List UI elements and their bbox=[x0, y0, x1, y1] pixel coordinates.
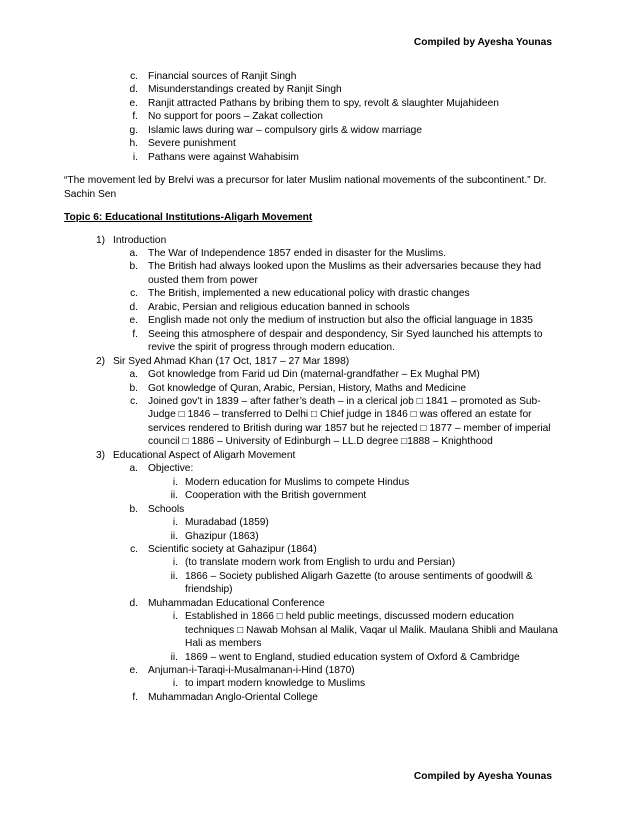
list-text: No support for poors – Zakat collection bbox=[148, 111, 323, 123]
list-text: Pathans were against Wahabisim bbox=[148, 151, 299, 163]
section-heading bbox=[64, 449, 564, 462]
quote-paragraph: “The movement led by Brelvi was a precursor for later Muslim national movements of the subcontinent.” Dr. Sachin Sen bbox=[64, 175, 547, 200]
list-item bbox=[64, 301, 564, 314]
page-footer: Compiled by Ayesha Younas bbox=[413, 771, 552, 782]
sub-list-item bbox=[64, 677, 564, 690]
list-marker: f. bbox=[132, 328, 138, 340]
list-text: 1869 – went to England, studied education system of Oxford & Cambridge bbox=[185, 651, 520, 663]
list-text: Muhammadan Anglo-Oriental College bbox=[148, 691, 318, 703]
section-title: Introduction bbox=[113, 234, 167, 246]
list-marker: d. bbox=[129, 597, 138, 609]
list-marker: c. bbox=[130, 543, 138, 555]
list-marker: a. bbox=[129, 463, 138, 475]
list-marker: c. bbox=[130, 395, 138, 407]
list-marker: i. bbox=[172, 476, 178, 488]
sub-list-item bbox=[64, 516, 564, 529]
list-marker: 3) bbox=[95, 449, 105, 461]
list-marker: a. bbox=[129, 369, 138, 381]
list-marker: 1) bbox=[95, 234, 105, 246]
list-text: Schools bbox=[148, 503, 185, 515]
list-marker: i. bbox=[132, 151, 138, 163]
list-marker: i. bbox=[172, 611, 178, 623]
list-marker: g. bbox=[129, 124, 138, 136]
list-marker: ii. bbox=[170, 530, 178, 542]
list-text: Muradabad (1859) bbox=[185, 517, 269, 529]
list-text: 1866 – Society published Aligarh Gazette (to arouse sentiments of goodwill & friendship) bbox=[185, 570, 533, 596]
list-marker: ii. bbox=[170, 490, 178, 502]
list-item bbox=[64, 597, 564, 610]
list-item bbox=[64, 664, 564, 677]
section-title: Educational Aspect of Aligarh Movement bbox=[113, 449, 296, 461]
list-text: Anjuman-i-Taraqi-i-Musalmanan-i-Hind (1870) bbox=[148, 665, 355, 677]
list-marker: b. bbox=[129, 503, 138, 515]
list-text: Ghazipur (1863) bbox=[185, 530, 259, 542]
list-item bbox=[64, 314, 564, 327]
list-marker: i. bbox=[172, 517, 178, 529]
list-text: Islamic laws during war – compulsory girls & widow marriage bbox=[148, 124, 423, 136]
list-item bbox=[64, 260, 564, 287]
list-marker: e. bbox=[129, 665, 138, 677]
list-item bbox=[64, 124, 564, 137]
list-item bbox=[64, 691, 564, 704]
list-text: The War of Independence 1857 ended in disaster for the Muslims. bbox=[148, 247, 447, 259]
list-text: (to translate modern work from English to urdu and Persian) bbox=[185, 557, 456, 569]
list-item bbox=[64, 83, 564, 96]
list-text: The British, implemented a new educational policy with drastic changes bbox=[148, 288, 470, 300]
list-text: Objective: bbox=[148, 463, 194, 475]
list-text: Financial sources of Ranjit Singh bbox=[148, 71, 297, 82]
list-text: Misunderstandings created by Ranjit Singh bbox=[148, 84, 342, 96]
sub-list-item bbox=[64, 610, 564, 650]
list-marker: d. bbox=[129, 84, 138, 96]
list-item bbox=[64, 395, 564, 449]
list-text: The British had always looked upon the Muslims as their adversaries because they had ousted them from power bbox=[148, 261, 541, 286]
sub-list-item bbox=[64, 489, 564, 502]
list-item bbox=[64, 382, 564, 395]
section-heading bbox=[64, 355, 564, 368]
list-marker: f. bbox=[132, 111, 138, 123]
list-marker: ii. bbox=[170, 651, 178, 663]
list-marker: e. bbox=[129, 315, 138, 327]
list-text: to impart modern knowledge to Muslims bbox=[185, 678, 366, 690]
list-item bbox=[64, 287, 564, 300]
list-marker: 2) bbox=[95, 355, 105, 367]
list-text: English made not only the medium of instruction but also the official language in 1835 bbox=[148, 315, 533, 327]
top-list bbox=[64, 70, 564, 164]
list-text: Established in 1866 □ held public meetings, discussed modern education techniques □ Nawab Mohsan al Malik, Vaqar ul Malik. Maulana Shibli and Maulana Hali as members bbox=[185, 611, 558, 650]
list-item bbox=[64, 543, 564, 556]
list-text: Modern education for Muslims to compete Hindus bbox=[185, 476, 410, 488]
list-marker: b. bbox=[129, 261, 138, 273]
list-text: Got knowledge from Farid ud Din (maternal-grandfather – Ex Mughal PM) bbox=[148, 369, 480, 381]
sub-list-item bbox=[64, 530, 564, 543]
list-marker: i. bbox=[172, 557, 178, 569]
list-item bbox=[64, 110, 564, 123]
list-item bbox=[64, 70, 564, 83]
section-heading bbox=[64, 234, 564, 247]
topic-heading: Topic 6: Educational Institutions-Aligarh Movement bbox=[64, 212, 313, 224]
list-marker: i. bbox=[172, 678, 178, 690]
list-marker: a. bbox=[129, 247, 138, 259]
list-marker: c. bbox=[130, 288, 138, 300]
list-item bbox=[64, 137, 564, 150]
list-marker: ii. bbox=[170, 570, 178, 582]
list-text: Ranjit attracted Pathans by bribing them to spy, revolt & slaughter Mujahideen bbox=[148, 97, 499, 109]
sub-list-item bbox=[64, 476, 564, 489]
sub-list-item bbox=[64, 556, 564, 569]
list-marker: h. bbox=[129, 138, 138, 150]
list-item bbox=[64, 328, 564, 355]
section-title: Sir Syed Ahmad Khan (17 Oct, 1817 – 27 Mar 1898) bbox=[113, 355, 350, 367]
list-item bbox=[64, 462, 564, 475]
list-text: Seeing this atmosphere of despair and despondency, Sir Syed launched his attempts to revive the spirit of progress through modern education. bbox=[148, 328, 543, 354]
list-text: Muhammadan Educational Conference bbox=[148, 597, 325, 609]
list-marker: e. bbox=[129, 97, 138, 109]
list-text: Severe punishment bbox=[148, 138, 236, 150]
list-text: Scientific society at Gahazipur (1864) bbox=[148, 543, 317, 555]
list-item bbox=[64, 151, 564, 164]
page-header: Compiled by Ayesha Younas bbox=[413, 37, 552, 48]
list-item bbox=[64, 503, 564, 516]
list-marker: f. bbox=[132, 691, 138, 703]
list-marker: d. bbox=[129, 301, 138, 313]
list-item bbox=[64, 247, 564, 260]
list-text: Arabic, Persian and religious education banned in schools bbox=[148, 301, 410, 313]
sub-list-item bbox=[64, 570, 564, 597]
list-marker: c. bbox=[130, 71, 138, 82]
sub-list-item bbox=[64, 651, 564, 664]
list-marker: b. bbox=[129, 382, 138, 394]
list-item bbox=[64, 368, 564, 381]
list-text: Got knowledge of Quran, Arabic, Persian, History, Maths and Medicine bbox=[148, 382, 467, 394]
list-text: Cooperation with the British government bbox=[185, 490, 367, 502]
list-text: Joined gov’t in 1839 – after father’s death – in a clerical job □ 1841 – promoted as Sub-Judge □ 1846 – transferred to Delhi □ Chief judge in 1846 □ was offered an estate for services rendered to British during war 1857 but he rejected □ 1877 – member of imperial council □ 1886 – University of Edinburgh – LL.D degree □1888 – Knighthood bbox=[148, 395, 551, 448]
document-body bbox=[64, 70, 564, 704]
list-item bbox=[64, 97, 564, 110]
